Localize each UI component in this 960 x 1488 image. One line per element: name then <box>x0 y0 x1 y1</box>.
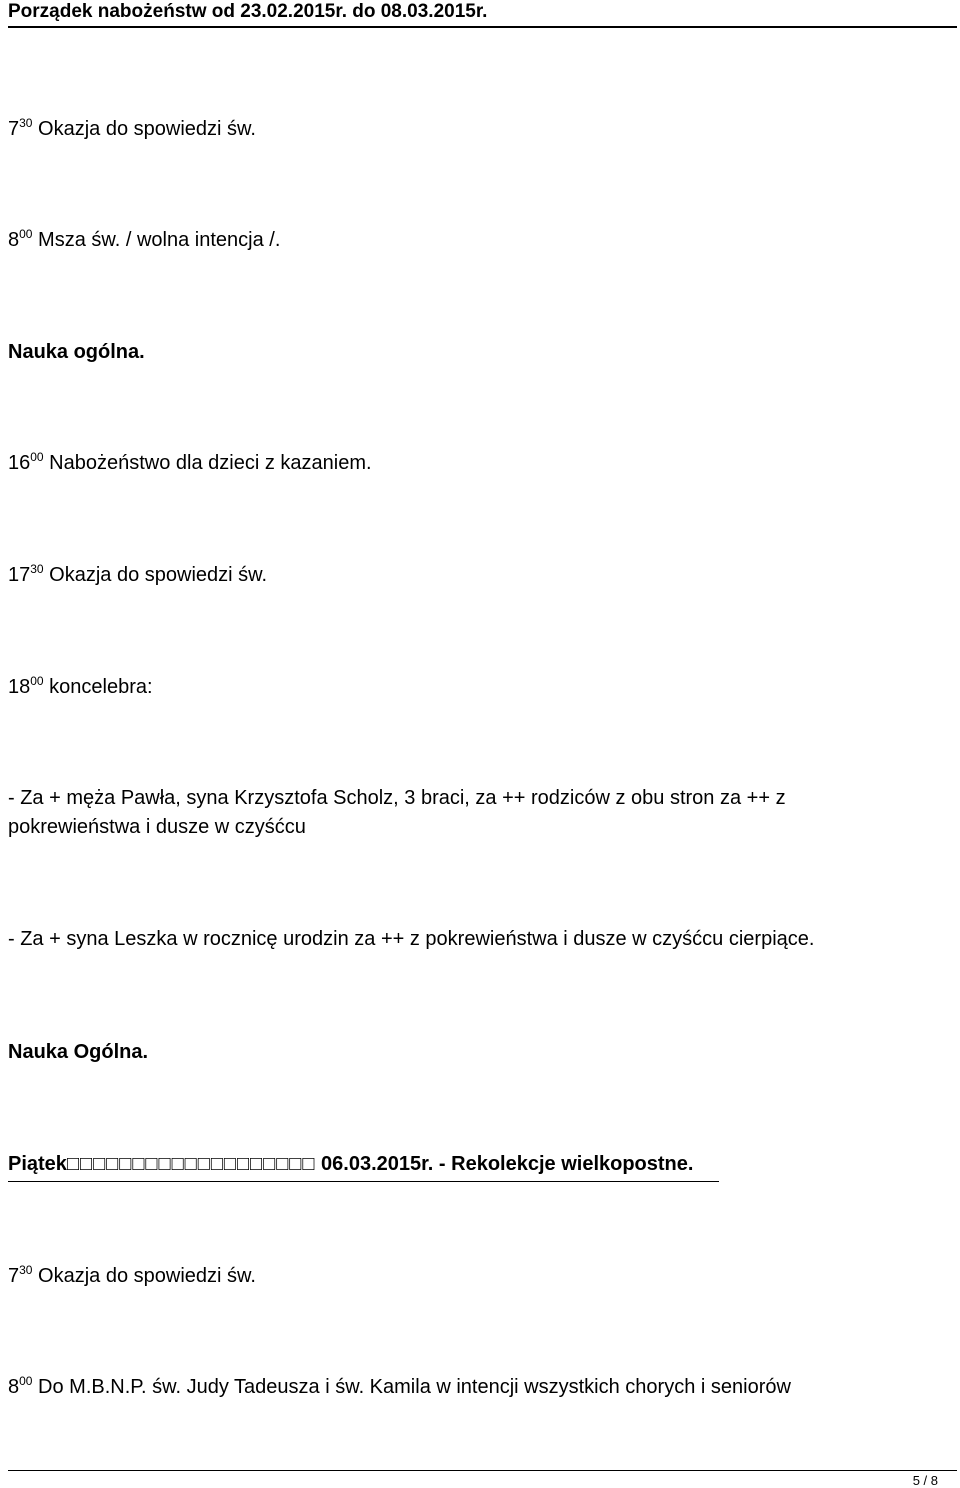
section-heading: Nauka ogólna. <box>8 341 145 363</box>
schedule-entry <box>8 1375 791 1401</box>
entry-text: Okazja do spowiedzi św. <box>49 564 268 586</box>
page-header-title: Porządek nabożeństw od 23.02.2015r. do 08.03.2015r. <box>8 1 488 22</box>
section-heading: Nauka Ogólna. <box>8 1041 149 1063</box>
entry-hour: 17 <box>8 564 31 586</box>
schedule-entry <box>8 1264 256 1290</box>
entry-hour: 8 <box>8 1376 20 1398</box>
entry-minutes: 00 <box>30 450 44 464</box>
intention-paragraph: - Za + męża Pawła, syna Krzysztofa Scholz, 3 braci, za ++ rodziców z obu stron za ++ z pokrewieństwa i dusze w czyśćcu <box>8 787 786 838</box>
entry-text: Nabożeństwo dla dzieci z kazaniem. <box>49 452 372 474</box>
schedule-entry <box>8 451 372 477</box>
entry-hour: 8 <box>8 229 20 251</box>
entry-minutes: 00 <box>19 1374 33 1388</box>
entry-minutes: 00 <box>30 674 44 688</box>
schedule-entry <box>8 228 280 254</box>
entry-minutes: 30 <box>19 1263 33 1277</box>
footer-divider <box>8 1470 957 1471</box>
entry-hour: 16 <box>8 452 31 474</box>
entry-text: Okazja do spowiedzi św. <box>38 1265 256 1287</box>
day-heading <box>8 1152 693 1176</box>
schedule-entry <box>8 675 153 701</box>
schedule-entry <box>8 563 267 589</box>
entry-hour: 7 <box>8 118 20 140</box>
placeholder-glyphs: □□□□□□□□□□□□□□□□□□□ <box>66 1153 316 1175</box>
entry-minutes: 30 <box>30 562 44 576</box>
entry-text: koncelebra: <box>49 676 153 698</box>
header-divider <box>8 26 957 28</box>
schedule-entry <box>8 117 256 143</box>
entry-hour: 18 <box>8 676 31 698</box>
entry-hour: 7 <box>8 1265 20 1287</box>
page-number: 5 / 8 <box>912 1473 938 1488</box>
day-date-text: 06.03.2015r. - Rekolekcje wielkopostne. <box>315 1153 694 1175</box>
entry-text: Okazja do spowiedzi św. <box>38 118 256 140</box>
intention-paragraph: - Za + syna Leszka w rocznicę urodzin za ++ z pokrewieństwa i dusze w czyśćcu cierpiące. <box>8 928 815 950</box>
day-name: Piątek <box>8 1153 67 1175</box>
entry-minutes: 00 <box>19 227 33 241</box>
entry-minutes: 30 <box>19 116 33 130</box>
entry-text: Msza św. / wolna intencja /. <box>38 229 281 251</box>
entry-text: Do M.B.N.P. św. Judy Tadeusza i św. Kamila w intencji wszystkich chorych i seniorów <box>38 1376 791 1398</box>
day-heading-underline <box>8 1181 719 1182</box>
